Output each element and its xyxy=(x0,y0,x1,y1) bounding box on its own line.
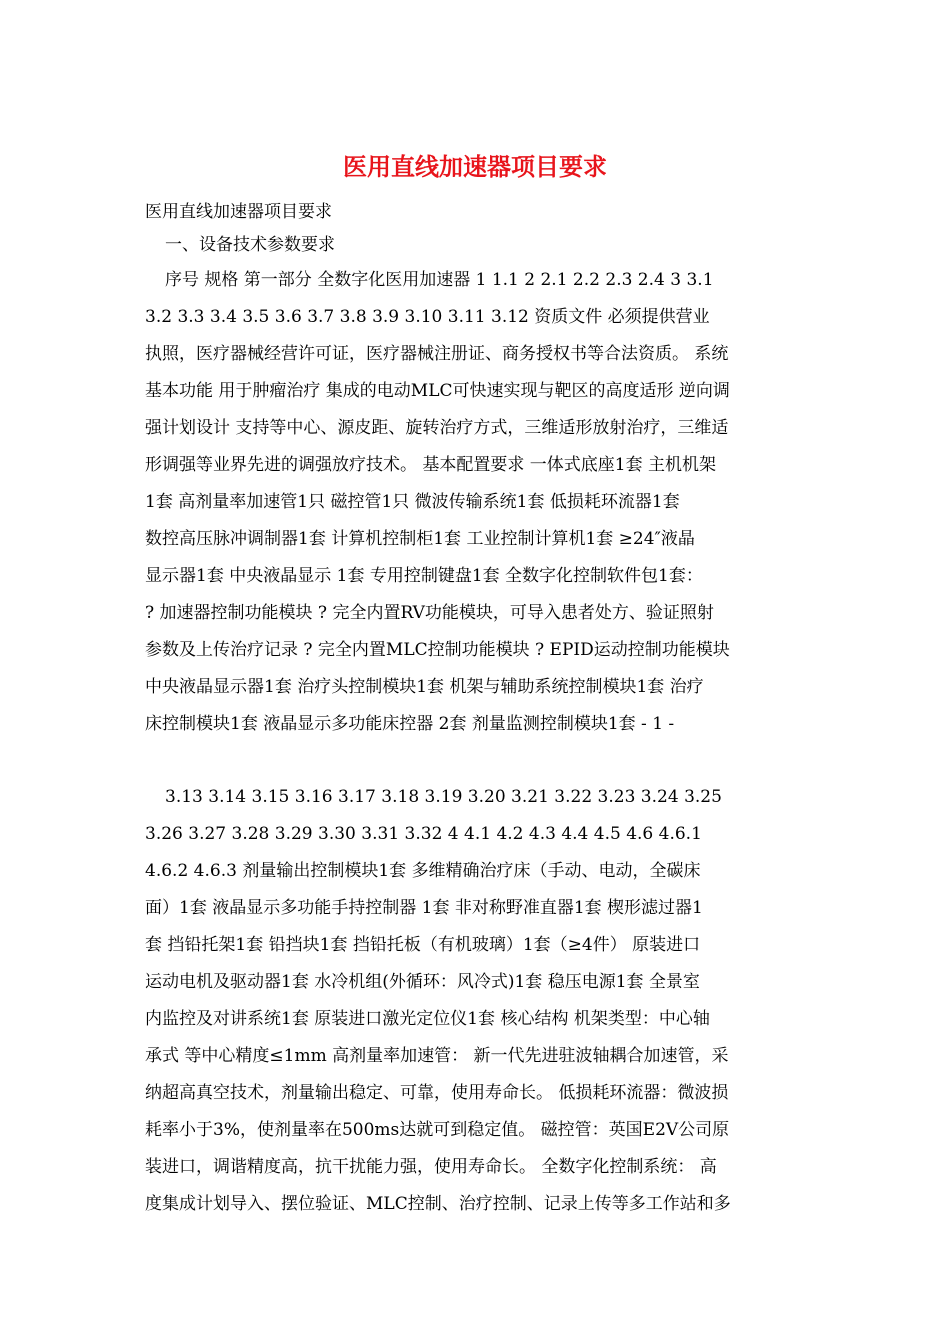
body-line: 3.13 3.14 3.15 3.16 3.17 3.18 3.19 3.20 3.21 3.22 3.23 3.24 3.25 xyxy=(165,787,722,807)
body-line: 强计划设计 支持等中心、源皮距、旋转治疗方式，三维适形放射治疗，三维适 xyxy=(145,418,729,438)
body-line: ? 加速器控制功能模块 ? 完全内置RV功能模块，可导入患者处方、验证照射 xyxy=(145,603,714,623)
body-line: 内监控及对讲系统1套 原装进口激光定位仪1套 核心结构 机架类型：中心轴 xyxy=(145,1009,710,1029)
body-line: 3.26 3.27 3.28 3.29 3.30 3.31 3.32 4 4.1 4.2 4.3 4.4 4.5 4.6 4.6.1 xyxy=(145,824,702,844)
body-line: 床控制模块1套 液晶显示多功能床控器 2套 剂量监测控制模块1套 - 1 - xyxy=(145,714,675,734)
body-line: 显示器1套 中央液晶显示 1套 专用控制键盘1套 全数字化控制软件包1套： xyxy=(145,566,703,586)
body-line: 形调强等业界先进的调强放疗技术。 基本配置要求 一体式底座1套 主机机架 xyxy=(145,455,717,475)
body-line: 参数及上传治疗记录 ? 完全内置MLC控制功能模块 ? EPID运动控制功能模块 xyxy=(145,640,730,660)
body-line: 套 挡铅托架1套 铅挡块1套 挡铅托板（有机玻璃）1套（≥4件） 原装进口 xyxy=(145,935,701,955)
section-heading: 一、设备技术参数要求 xyxy=(165,235,335,255)
body-line: 中央液晶显示器1套 治疗头控制模块1套 机架与辅助系统控制模块1套 治疗 xyxy=(145,677,704,697)
body-line: 3.2 3.3 3.4 3.5 3.6 3.7 3.8 3.9 3.10 3.11 3.12 资质文件 必须提供营业 xyxy=(145,307,710,327)
body-line: 承式 等中心精度≤1mm 高剂量率加速管： 新一代先进驻波轴耦合加速管，采 xyxy=(145,1046,729,1066)
document-title: 医用直线加速器项目要求 xyxy=(343,152,607,181)
body-line: 度集成计划导入、摆位验证、MLC控制、治疗控制、记录上传等多工作站和多 xyxy=(145,1194,731,1214)
body-line: 运动电机及驱动器1套 水冷机组(外循环：风冷式)1套 稳压电源1套 全景室 xyxy=(145,972,700,992)
body-line: 1套 高剂量率加速管1只 磁控管1只 微波传输系统1套 低损耗环流器1套 xyxy=(145,492,680,512)
body-line: 执照，医疗器械经营许可证，医疗器械注册证、商务授权书等合法资质。 系统 xyxy=(145,344,729,364)
body-line: 装进口，调谐精度高，抗干扰能力强，使用寿命长。 全数字化控制系统： 高 xyxy=(145,1157,717,1177)
body-line: 耗率小于3%，使剂量率在500ms达就可到稳定值。 磁控管：英国E2V公司原 xyxy=(145,1120,730,1140)
body-line: 序号 规格 第一部分 全数字化医用加速器 1 1.1 2 2.1 2.2 2.3 2.4 3 3.1 xyxy=(165,270,714,290)
body-line: 纳超高真空技术，剂量输出稳定、可靠，使用寿命长。 低损耗环流器：微波损 xyxy=(145,1083,729,1103)
body-line: 基本功能 用于肿瘤治疗 集成的电动MLC可快速实现与靶区的高度适形 逆向调 xyxy=(145,381,730,401)
body-line: 医用直线加速器项目要求 xyxy=(145,202,332,222)
body-line: 数控高压脉冲调制器1套 计算机控制柜1套 工业控制计算机1套 ≥24″液晶 xyxy=(145,529,695,549)
body-line: 4.6.2 4.6.3 剂量输出控制模块1套 多维精确治疗床（手动、电动，全碳床 xyxy=(145,861,701,881)
body-line: 面）1套 液晶显示多功能手持控制器 1套 非对称野准直器1套 楔形滤过器1 xyxy=(145,898,703,918)
